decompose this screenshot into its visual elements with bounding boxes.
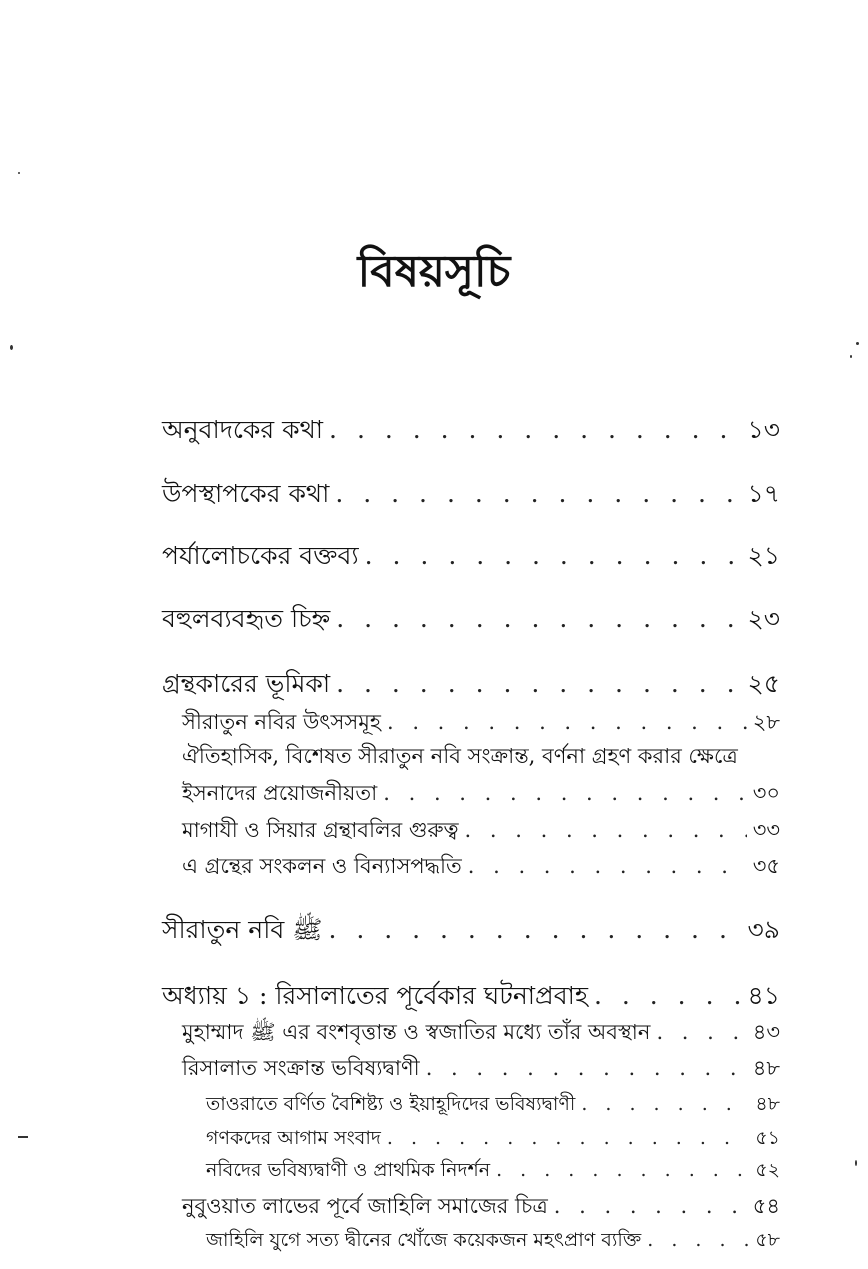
dot-leader bbox=[656, 1020, 746, 1044]
toc-entry-title: নবিদের ভবিষ্যদ্বাণী ও প্রাথমিক নিদর্শন bbox=[206, 1159, 491, 1181]
dot-leader bbox=[387, 1127, 749, 1149]
toc-entry-title: এ গ্রন্থের সংকলন ও বিন্যাসপদ্ধতি bbox=[182, 854, 462, 878]
toc-entry-title: গণকদের আগাম সংবাদ bbox=[206, 1127, 381, 1149]
toc-entry-page: ৩০ bbox=[752, 781, 780, 805]
toc-entry-page: ৫৮ bbox=[755, 1229, 780, 1251]
toc-entry-page: ৩৫ bbox=[752, 854, 780, 878]
dot-leader bbox=[365, 541, 742, 570]
toc-entry-page: ১৭ bbox=[747, 479, 780, 508]
dot-leader bbox=[383, 781, 746, 805]
toc-entry-title: নুবুওয়াত লাভের পূর্বে জাহিলি সমাজের চিত্র bbox=[182, 1194, 548, 1218]
toc-entry-title: গ্রন্থকারের ভূমিকা bbox=[162, 669, 331, 698]
toc-entry-title: রিসালাত সংক্রান্ত ভবিষ্যদ্বাণী bbox=[182, 1056, 420, 1080]
toc-entry-title-line[interactable]: ঐতিহাসিক, বিশেষত সীরাতুন নবি সংক্রান্ত, বর্ণনা গ্রহণ করার ক্ষেত্রে bbox=[182, 744, 738, 768]
toc-entry-title: জাহিলি যুগে সত্য দ্বীনের খোঁজে কয়েকজন মহৎপ্রাণ ব্যক্তি bbox=[206, 1229, 642, 1251]
toc-entry-title: মুহাম্মাদ ﷺ এর বংশবৃত্তান্ত ও স্বজাতির মধ্যে তাঁর অবস্থান bbox=[182, 1020, 651, 1044]
dot-leader bbox=[581, 1093, 749, 1115]
toc-entry[interactable] bbox=[182, 814, 780, 849]
scan-speck bbox=[10, 345, 13, 350]
toc-entry-page: ৪৩ bbox=[752, 1020, 780, 1044]
toc-entry-page: ২৮ bbox=[752, 710, 780, 734]
toc-entry-page: ৩৩ bbox=[752, 818, 780, 842]
scan-speck bbox=[850, 355, 852, 358]
dot-leader bbox=[554, 1194, 747, 1218]
toc-entry[interactable] bbox=[206, 1156, 780, 1188]
toc-entry-title: অধ্যায় ১ : রিসালাতের পূর্বেকার ঘটনাপ্রবাহ bbox=[162, 981, 588, 1010]
dot-leader bbox=[329, 415, 741, 444]
dot-leader bbox=[496, 1159, 749, 1181]
toc-entry-title: অনুবাদকের কথা bbox=[162, 415, 324, 444]
toc-entry-title: উপস্থাপকের কথা bbox=[162, 479, 330, 508]
dot-leader bbox=[647, 1229, 749, 1251]
toc-entry[interactable] bbox=[162, 474, 780, 517]
toc-entry-page: ৪৮ bbox=[755, 1093, 780, 1115]
dot-leader bbox=[468, 854, 747, 878]
toc-entry[interactable] bbox=[182, 706, 780, 741]
dot-leader bbox=[594, 981, 742, 1010]
toc-entry-title: ইসনাদের প্রয়োজনীয়তা bbox=[182, 781, 378, 805]
toc-entry[interactable] bbox=[182, 1016, 780, 1051]
scan-speck bbox=[18, 172, 20, 174]
toc-entry-page: ১৩ bbox=[747, 415, 780, 444]
toc-entry-title: সীরাতুন নবি ﷺ bbox=[162, 915, 323, 944]
toc-entry-title: পর্যালোচকের বক্তব্য bbox=[162, 541, 359, 570]
scan-speck bbox=[855, 1160, 857, 1166]
scan-speck bbox=[856, 342, 859, 345]
toc-entry-page: ৫৪ bbox=[752, 1194, 780, 1218]
toc-entry-page: ৫১ bbox=[755, 1127, 780, 1149]
toc-entry-page: ২১ bbox=[747, 541, 780, 570]
toc-entry-page: ৫২ bbox=[755, 1159, 780, 1181]
toc-entry-title: তাওরাতে বর্ণিত বৈশিষ্ট্য ও ইয়াহূদিদের ভবিষ্যদ্বাণী bbox=[206, 1093, 576, 1115]
toc-entry-title: সীরাতুন নবির উৎসসমূহ bbox=[182, 710, 381, 734]
page-title: বিষয়সূচি bbox=[357, 246, 511, 297]
toc-entry-page: ৪৮ bbox=[752, 1056, 780, 1080]
scan-speck bbox=[18, 1136, 28, 1138]
toc-entry-title: মাগাযী ও সিয়ার গ্রন্থাবলির গুরুত্ব bbox=[182, 818, 459, 842]
toc-entry-page: ৪১ bbox=[747, 981, 780, 1010]
toc-entry[interactable] bbox=[182, 1052, 780, 1087]
dot-leader bbox=[336, 669, 741, 698]
toc-entry[interactable] bbox=[182, 1190, 780, 1225]
dot-leader bbox=[387, 710, 747, 734]
dot-leader bbox=[328, 915, 741, 944]
toc-entry[interactable] bbox=[182, 777, 780, 812]
toc-entry[interactable] bbox=[162, 536, 780, 579]
toc-entry[interactable] bbox=[162, 976, 780, 1019]
toc-entry[interactable] bbox=[162, 599, 780, 642]
toc-entry[interactable] bbox=[206, 1124, 780, 1156]
toc-entry[interactable] bbox=[162, 410, 780, 453]
toc-entry-page: ২৫ bbox=[747, 669, 780, 698]
toc-entry[interactable] bbox=[162, 910, 780, 953]
toc-entry[interactable] bbox=[162, 664, 780, 707]
dot-leader bbox=[336, 604, 741, 633]
toc-entry[interactable] bbox=[206, 1090, 780, 1122]
dot-leader bbox=[426, 1056, 747, 1080]
toc-entry-page: ২৩ bbox=[747, 604, 780, 633]
toc-entry-title: বহুলব্যবহৃত চিহ্ন bbox=[162, 604, 331, 633]
dot-leader bbox=[335, 479, 741, 508]
toc-entry[interactable] bbox=[182, 850, 780, 885]
dot-leader bbox=[465, 818, 747, 842]
toc-entry-page: ৩৯ bbox=[747, 915, 780, 944]
toc-entry[interactable] bbox=[206, 1226, 780, 1258]
